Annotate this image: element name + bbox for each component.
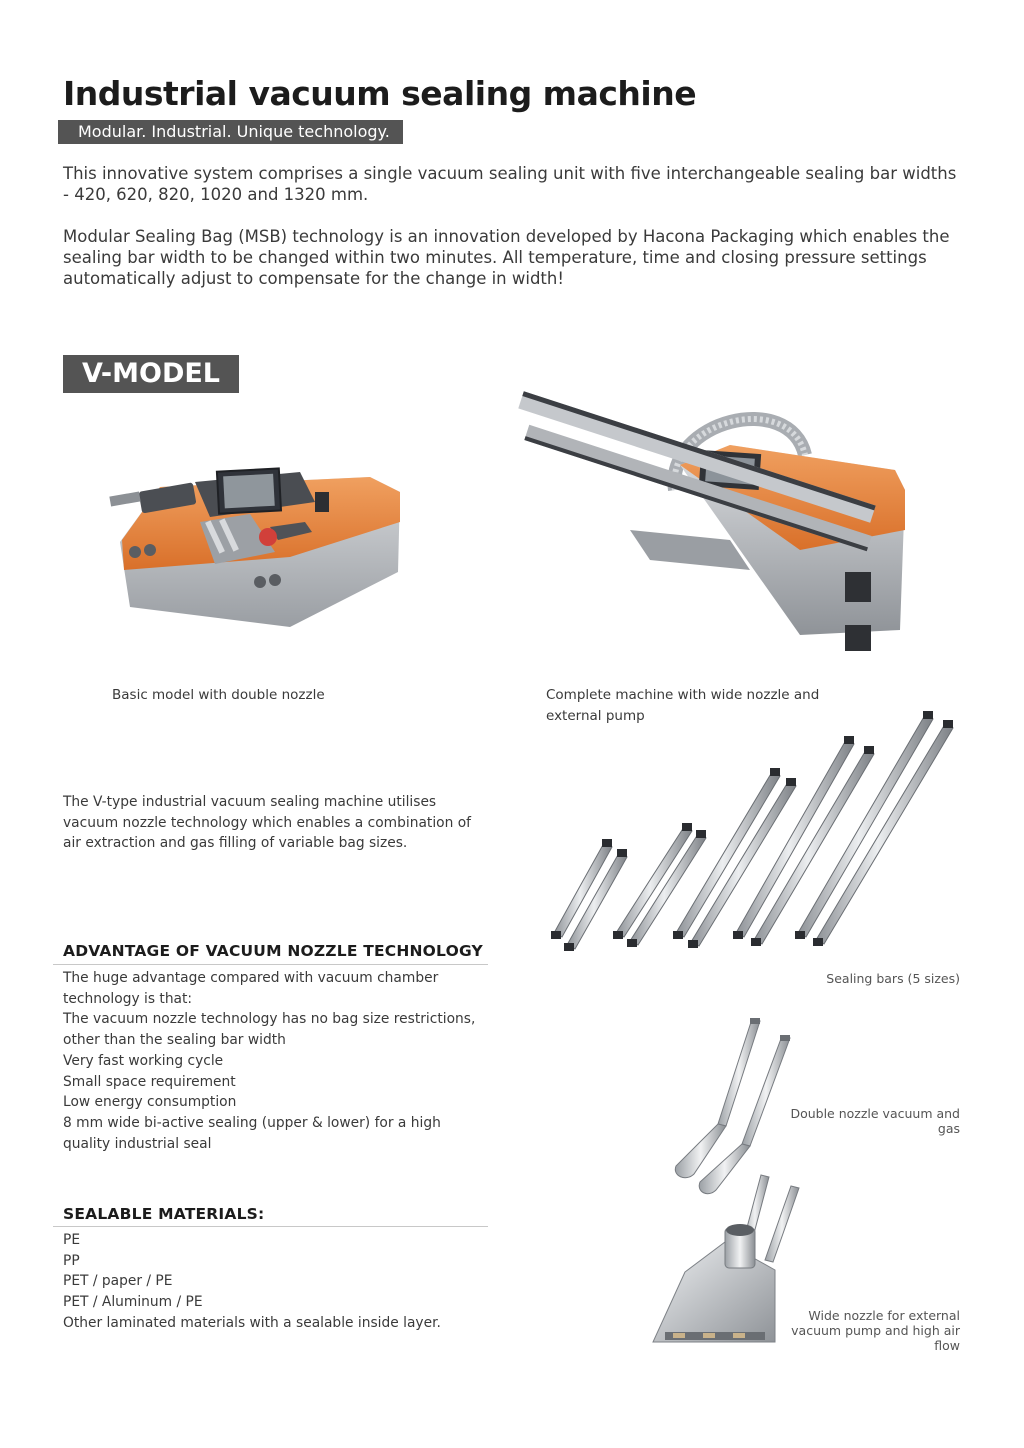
materials-heading: SEALABLE MATERIALS: [63,1205,265,1223]
materials-divider [53,1226,488,1227]
intro-paragraph-2: Modular Sealing Bag (MSB) technology is an innovation developed by Hacona Packaging which enables the sealing bar width to be changed within two minutes. All temperature, time and closing pressure settings automatically adjust to compensate for the change in width! [63,227,950,288]
list-item: 8 mm wide bi-active sealing (upper & lower) for a high quality industrial seal [63,1114,441,1152]
model-description: The V-type industrial vacuum sealing machine utilises vacuum nozzle technology which enables a combination of air extraction and gas filling of variable bag sizes. [63,794,472,852]
advantage-list [63,968,483,1154]
list-item: PP [63,1252,80,1269]
materials-list [63,1230,483,1334]
basic-machine-image [100,432,418,642]
list-item: The vacuum nozzle technology has no bag size restrictions, other than the sealing bar width [63,1011,476,1049]
list-item: PE [63,1232,81,1248]
advantage-divider [53,964,488,965]
list-item: PET / Aluminum / PE [63,1294,203,1311]
complete-machine-caption: Complete machine with wide nozzle and external pump [546,687,820,724]
sealing-bars-caption: Sealing bars (5 sizes) [826,971,960,986]
list-item: PET / paper / PE [63,1273,173,1290]
list-item: Other laminated materials with a sealable inside layer. [63,1314,441,1331]
model-label: V-MODEL [63,355,239,393]
list-item: Small space requirement [63,1073,236,1090]
double-nozzle-caption: Double nozzle vacuum and gas [790,1106,960,1136]
advantage-heading: ADVANTAGE OF VACUUM NOZZLE TECHNOLOGY [63,942,483,960]
list-item: The huge advantage compared with vacuum chamber technology is that: [63,970,439,1007]
intro-paragraph-1: This innovative system comprises a single vacuum sealing unit with five interchangeable sealing bar widths - 420, 620, 820, 1020 and 1320 mm. [63,164,957,204]
list-item: Very fast working cycle [63,1052,224,1069]
sealing-bars-image [548,710,958,955]
tagline-banner: Modular. Industrial. Unique technology. [58,120,403,144]
list-item: Low energy consumption [63,1094,237,1111]
complete-machine-image [500,380,916,668]
wide-nozzle-caption: Wide nozzle for external vacuum pump and high air flow [791,1308,960,1353]
basic-machine-caption: Basic model with double nozzle [112,687,325,703]
page-title: Industrial vacuum sealing machine [63,74,697,113]
